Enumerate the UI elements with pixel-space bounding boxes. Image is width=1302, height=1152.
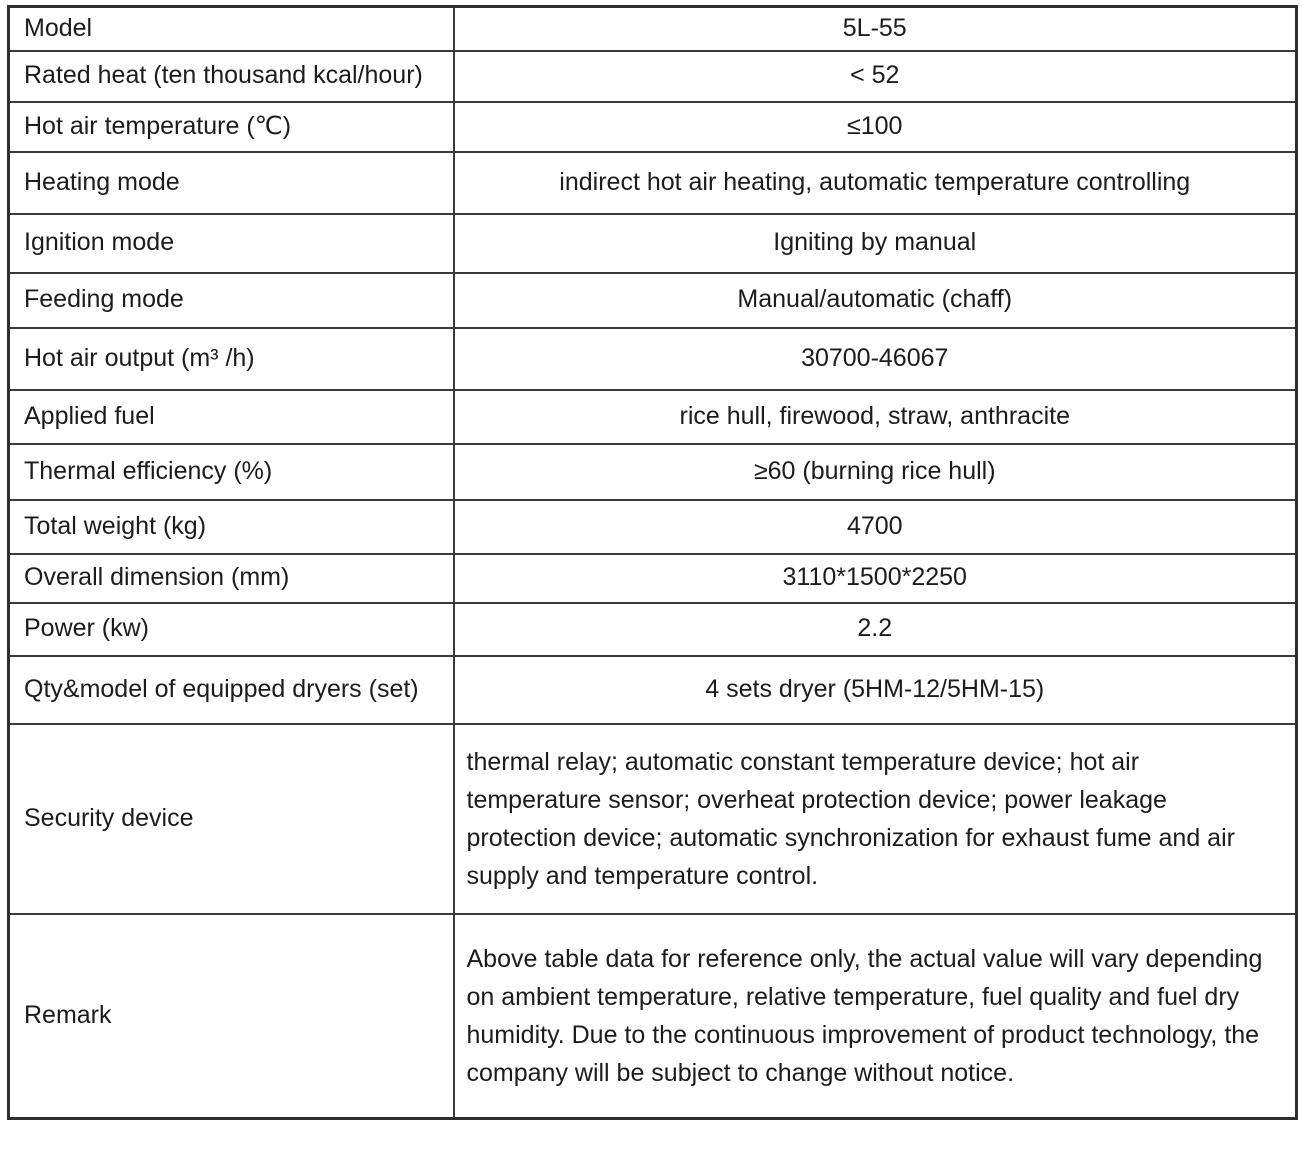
spec-row [9,7,1297,51]
spec-row [9,500,1297,554]
spec-parameter-value: 3110*1500*2250 [454,554,1297,603]
spec-parameter-label: Remark [9,914,454,1119]
spec-parameter-value: 4700 [454,500,1297,554]
spec-row [9,554,1297,603]
spec-parameter-label: Rated heat (ten thousand kcal/hour) [9,51,454,102]
spec-parameter-label: Ignition mode [9,214,454,273]
spec-parameter-value: Manual/automatic (chaff) [454,273,1297,328]
spec-row [9,214,1297,273]
spec-parameter-label: Hot air output (m³ /h) [9,328,454,390]
spec-parameter-value: ≤100 [454,102,1297,152]
spec-parameter-value: Above table data for reference only, the actual value will vary depending on ambient temperature, relative temperature, fuel quality and fuel dry humidity. Due to the continuous improvement of product technology, the company will be subject to change without notice. [454,914,1297,1119]
spec-parameter-label: Qty&model of equipped dryers (set) [9,656,454,724]
spec-parameter-label: Thermal efficiency (%) [9,444,454,500]
spec-row [9,656,1297,724]
spec-parameter-value: Igniting by manual [454,214,1297,273]
spec-parameter-label: Applied fuel [9,390,454,444]
spec-parameter-label: Power (kw) [9,603,454,656]
spec-row [9,102,1297,152]
spec-parameter-label: Heating mode [9,152,454,214]
spec-parameter-label: Overall dimension (mm) [9,554,454,603]
spec-parameter-value: indirect hot air heating, automatic temperature controlling [454,152,1297,214]
spec-parameter-value: 2.2 [454,603,1297,656]
spec-row [9,152,1297,214]
spec-parameter-value: 5L-55 [454,7,1297,51]
spec-table-body [9,7,1297,1119]
spec-parameter-value: 30700-46067 [454,328,1297,390]
spec-parameter-value: 4 sets dryer (5HM-12/5HM-15) [454,656,1297,724]
spec-parameter-value: thermal relay; automatic constant temperature device; hot air temperature sensor; overheat protection device; power leakage protection device; automatic synchronization for exhaust fume and air supply and temperature control. [454,724,1297,914]
spec-parameter-value: < 52 [454,51,1297,102]
spec-parameter-label: Security device [9,724,454,914]
spec-row [9,328,1297,390]
spec-parameter-label: Feeding mode [9,273,454,328]
spec-row [9,390,1297,444]
spec-parameter-label: Model [9,7,454,51]
spec-row [9,724,1297,914]
spec-row [9,603,1297,656]
spec-parameter-label: Total weight (kg) [9,500,454,554]
spec-parameter-value: rice hull, firewood, straw, anthracite [454,390,1297,444]
spec-row [9,273,1297,328]
spec-row [9,444,1297,500]
spec-parameter-value: ≥60 (burning rice hull) [454,444,1297,500]
spec-row [9,51,1297,102]
spec-row [9,914,1297,1119]
spec-parameter-label: Hot air temperature (℃) [9,102,454,152]
product-spec-table [7,5,1298,1120]
